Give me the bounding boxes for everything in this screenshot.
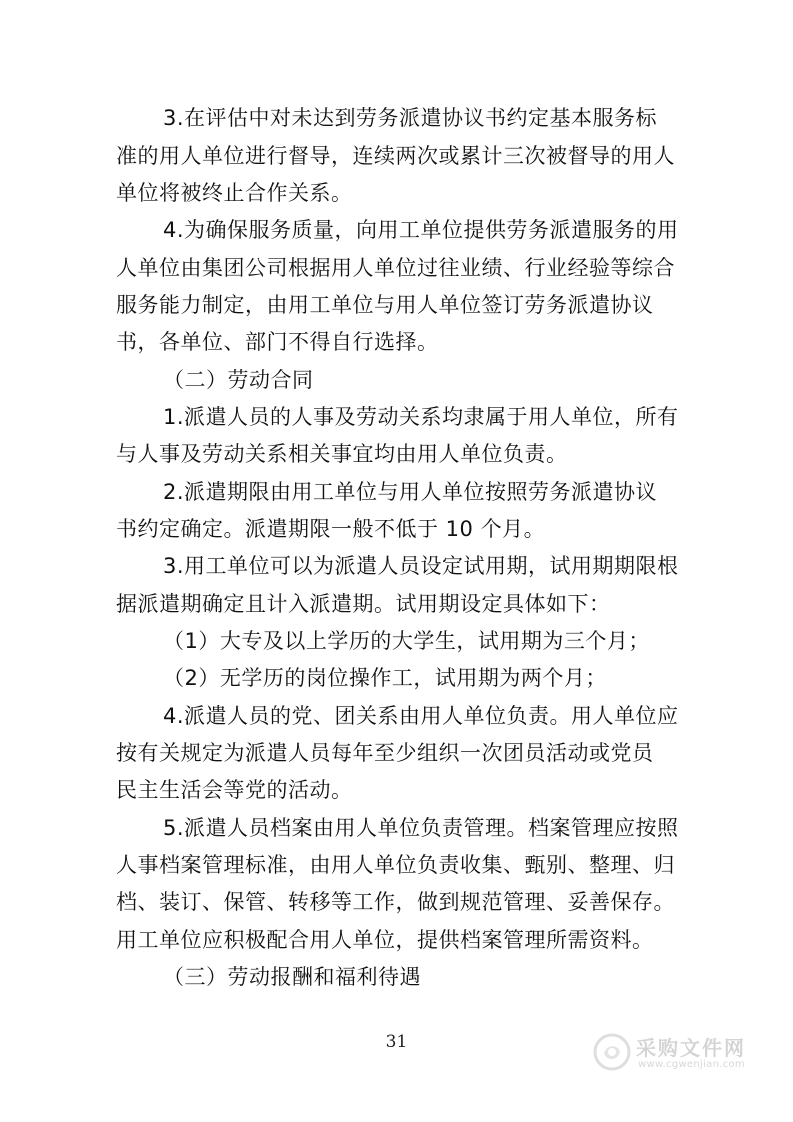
- paragraph-line: 人单位由集团公司根据用人单位过往业绩、行业经验等综合: [116, 256, 675, 280]
- paragraph-line: 据派遣期确定且计入派遣期。试用期设定具体如下：: [116, 592, 611, 616]
- watermark: [592, 1028, 772, 1082]
- list-item: （2）无学历的岗位操作工，试用期为两个月；: [163, 666, 607, 690]
- watermark-text: 采购文件网: [636, 1036, 746, 1060]
- paragraph-line: 2.派遣期限由用工单位与用人单位按照劳务派遣协议: [163, 480, 658, 504]
- paragraph-line: 书约定确定。派遣期限一般不低于 10 个月。: [116, 517, 546, 541]
- cgwenjian-logo-icon: [592, 1032, 632, 1072]
- paragraph-line: 单位将被终止合作关系。: [116, 181, 353, 205]
- paragraph-line: 5.派遣人员档案由用人单位负责管理。档案管理应按照: [163, 816, 679, 840]
- section-heading: （二）劳动合同: [163, 368, 314, 392]
- paragraph-line: 用工单位应积极配合用人单位，提供档案管理所需资料。: [116, 928, 654, 952]
- paragraph-line: 档、装订、保管、转移等工作，做到规范管理、妥善保存。: [116, 890, 675, 914]
- paragraph-line: 3.在评估中对未达到劳务派遣协议书约定基本服务标: [163, 106, 658, 130]
- paragraph-line: 书，各单位、部门不得自行选择。: [116, 330, 439, 354]
- paragraph-line: 按有关规定为派遣人员每年至少组织一次团员活动或党员: [116, 741, 654, 765]
- watermark-url: www.cgwenjian.com: [638, 1059, 745, 1070]
- paragraph-line: 服务能力制定，由用工单位与用人单位签订劳务派遣协议: [116, 293, 654, 317]
- list-item: （1）大专及以上学历的大学生，试用期为三个月；: [163, 629, 650, 653]
- paragraph-line: 4.为确保服务质量，向用工单位提供劳务派遣服务的用: [163, 218, 679, 242]
- page-number: 31: [385, 1032, 408, 1052]
- paragraph-line: 4.派遣人员的党、团关系由用人单位负责。用人单位应: [163, 704, 679, 728]
- paragraph-line: 民主生活会等党的活动。: [116, 778, 353, 802]
- paragraph-line: 与人事及劳动关系相关事宜均由用人单位负责。: [116, 442, 568, 466]
- paragraph-line: 准的用人单位进行督导，连续两次或累计三次被督导的用人: [116, 144, 675, 168]
- paragraph-line: 3.用工单位可以为派遣人员设定试用期，试用期期限根: [163, 554, 679, 578]
- section-heading: （三）劳动报酬和福利待遇: [163, 965, 421, 989]
- paragraph-line: 1.派遣人员的人事及劳动关系均隶属于用人单位，所有: [163, 405, 679, 429]
- paragraph-line: 人事档案管理标准，由用人单位负责收集、甄别、整理、归: [116, 853, 675, 877]
